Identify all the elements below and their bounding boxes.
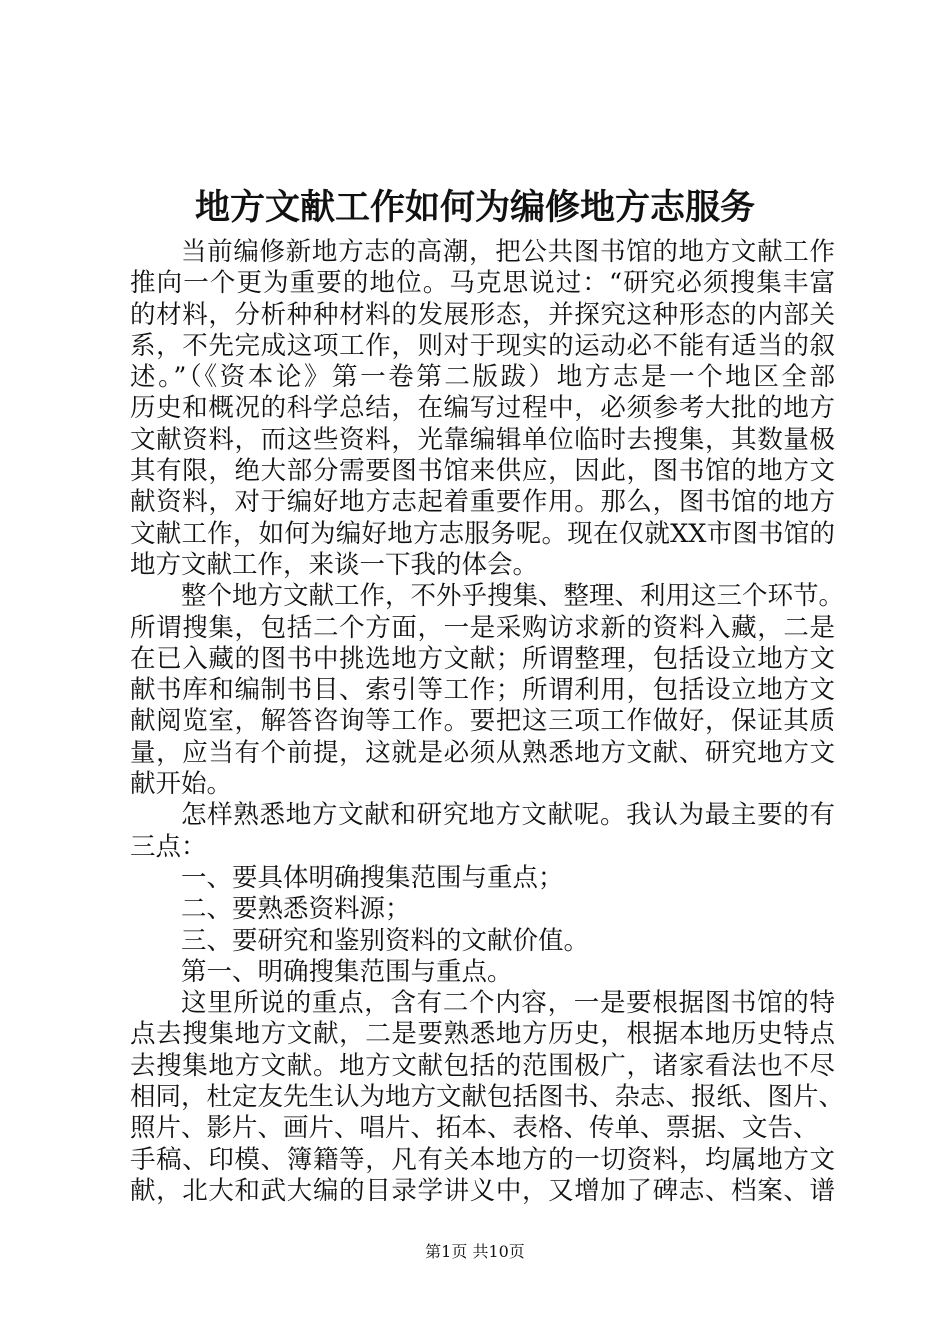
text-line: 第一、明确搜集范围与重点。	[181, 956, 513, 987]
text-line: 照片、影片、画片、唱片、拓本、表格、传单、票据、文告、	[130, 1113, 819, 1144]
text-line: 献书库和编制书目、索引等工作；所谓利用，包括设立地方文	[130, 675, 835, 706]
text-line: 文献资料，而这些资料，光靠编辑单位临时去搜集，其数量极	[130, 424, 835, 455]
text-line: 献，北大和武大编的目录学讲义中，又增加了碑志、档案、谱	[130, 1175, 835, 1206]
document-title: 地方文献工作如何为编修地方志服务	[194, 187, 755, 228]
text-line: 二、要熟悉资料源；	[181, 894, 411, 925]
text-line: 相同，杜定友先生认为地方文献包括图书、杂志、报纸、图片、	[130, 1082, 845, 1113]
text-line: 去搜集地方文献。地方文献包括的范围极广，诸家看法也不尽	[130, 1050, 835, 1081]
text-line: 怎样熟悉地方文献和研究地方文献呢。我认为最主要的有	[181, 800, 835, 831]
text-line: 献资料，对于编好地方志起着重要作用。那么，图书馆的地方	[130, 487, 835, 518]
text-line: 所谓搜集，包括二个方面，一是采购访求新的资料入藏，二是	[130, 612, 835, 643]
text-line: 点去搜集地方文献，二是要熟悉地方历史，根据本地历史特点	[130, 1019, 835, 1050]
text-line: 献阅览室，解答咨询等工作。要把这三项工作做好，保证其质	[130, 706, 835, 737]
page-number: 第1页 共10页	[425, 1242, 525, 1261]
text-line: 地方文献工作，来谈一下我的体会。	[130, 549, 539, 580]
text-line: 的材料，分析种种材料的发展形态，并探究这种形态的内部关	[130, 299, 835, 330]
text-line: 历史和概况的科学总结，在编写过程中，必须参考大批的地方	[130, 393, 835, 424]
text-line: 这里所说的重点，含有二个内容，一是要根据图书馆的特	[181, 988, 835, 1019]
text-line: 文献工作，如何为编好地方志服务呢。现在仅就XX市图书馆的	[130, 518, 835, 549]
text-line: 其有限，绝大部分需要图书馆来供应，因此，图书馆的地方文	[130, 456, 835, 487]
text-line: 三点：	[130, 831, 207, 862]
document-body	[130, 237, 845, 1207]
text-line: 系，不先完成这项工作，则对于现实的运动必不能有适当的叙	[130, 330, 835, 361]
text-line: 当前编修新地方志的高潮，把公共图书馆的地方文献工作	[181, 237, 835, 267]
text-line: 三、要研究和鉴别资料的文献价值。	[181, 925, 590, 956]
text-line: 在已入藏的图书中挑选地方文献；所谓整理，包括设立地方文	[130, 643, 835, 674]
text-line: 量，应当有个前提，这就是必须从熟悉地方文献、研究地方文	[130, 737, 835, 768]
text-line: 推向一个更为重要的地位。马克思说过：“研究必须搜集丰富	[130, 268, 835, 299]
text-line: 献开始。	[130, 769, 233, 800]
text-line: 一、要具体明确搜集范围与重点；	[181, 862, 564, 893]
text-line: 手稿、印模、簿籍等，凡有关本地方的一切资料，均属地方文	[130, 1144, 835, 1175]
text-line: 述。”（《资本论》第一卷第二版跋）地方志是一个地区全部	[130, 362, 835, 393]
text-line: 整个地方文献工作，不外乎搜集、整理、利用这三个环节。	[181, 581, 845, 612]
